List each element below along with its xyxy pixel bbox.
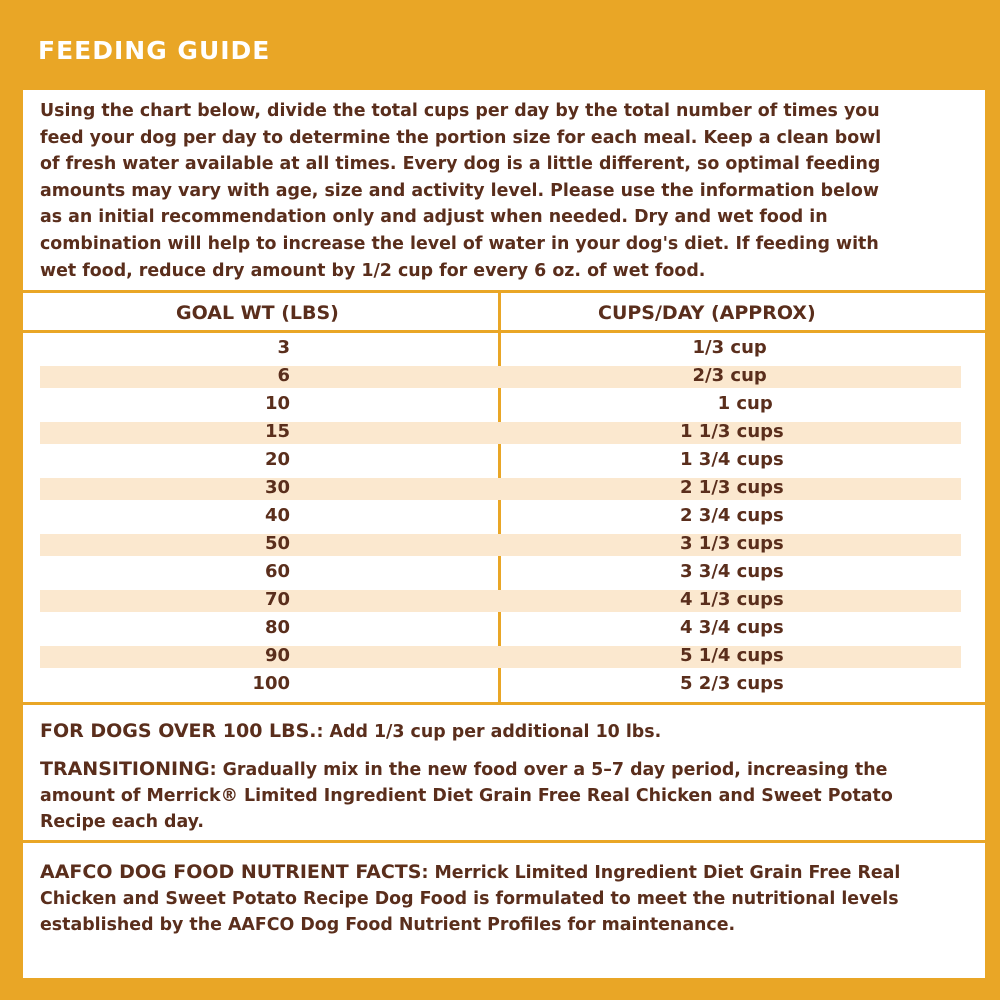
table-row	[40, 338, 961, 360]
intro-paragraph	[40, 98, 975, 284]
cups-per-day-cell: 5 2/3 cups	[680, 673, 784, 694]
table-row	[40, 478, 961, 500]
cups-per-day-cell: 1 cup	[680, 393, 773, 414]
page-title: FEEDING GUIDE	[38, 36, 271, 65]
table-row	[40, 506, 961, 528]
cups-per-day-cell: 2 1/3 cups	[680, 477, 784, 498]
intro-line: wet food, reduce dry amount by 1/2 cup for every 6 oz. of wet food.	[40, 260, 706, 281]
over-100-text: : Add 1/3 cup per additional 10 lbs.	[316, 722, 662, 742]
table-row	[40, 618, 961, 640]
cups-per-day-cell: 3 3/4 cups	[680, 561, 784, 582]
intro-line: as an initial recommendation only and adjust when needed. Dry and wet food in	[40, 207, 828, 228]
table-top-divider	[23, 290, 985, 293]
cups-per-day-cell: 3 1/3 cups	[680, 533, 784, 554]
goal-weight-cell: 3	[277, 337, 290, 358]
intro-line: combination will help to increase the level of water in your dog's diet. If feeding with	[40, 233, 879, 254]
cups-per-day-cell: 1 1/3 cups	[680, 421, 784, 442]
goal-weight-cell: 90	[264, 645, 290, 666]
cups-per-day-cell: 4 3/4 cups	[680, 617, 784, 638]
transitioning-note	[40, 756, 920, 835]
table-header-divider	[23, 330, 985, 333]
goal-weight-cell: 70	[264, 589, 290, 610]
aafco-note	[40, 859, 980, 938]
table-row	[40, 562, 961, 584]
table-bottom-divider	[23, 702, 985, 705]
cups-per-day-cell: 2/3 cup	[680, 365, 767, 386]
goal-weight-cell: 20	[264, 449, 290, 470]
goal-weight-cell: 60	[264, 561, 290, 582]
table-row	[40, 450, 961, 472]
goal-weight-cell: 80	[264, 617, 290, 638]
content-panel	[23, 90, 985, 978]
transitioning-label: TRANSITIONING	[40, 758, 210, 780]
table-row	[40, 646, 961, 668]
goal-weight-cell: 40	[264, 505, 290, 526]
cups-per-day-cell: 1/3 cup	[680, 337, 767, 358]
over-100-label: FOR DOGS OVER 100 LBS.	[40, 720, 317, 742]
table-row	[40, 394, 961, 416]
aafco-text: : Merrick Limited Ingredient Diet Grain Free Real Chicken and Sweet Potato Recipe Dog Food is formulated to meet the nutritional levels established by the AAFCO Dog Food Nutrient Profiles for maintenance.	[40, 863, 901, 935]
cups-per-day-cell: 1 3/4 cups	[680, 449, 784, 470]
column-header-weight: GOAL WT (LBS)	[176, 302, 339, 324]
aafco-label: AAFCO DOG FOOD NUTRIENT FACTS	[40, 861, 422, 883]
goal-weight-cell: 15	[264, 421, 290, 442]
goal-weight-cell: 6	[277, 365, 290, 386]
cups-per-day-cell: 2 3/4 cups	[680, 505, 784, 526]
goal-weight-cell: 30	[264, 477, 290, 498]
goal-weight-cell: 100	[252, 673, 290, 694]
over-100-note	[40, 718, 975, 745]
intro-line: feed your dog per day to determine the portion size for each meal. Keep a clean bowl	[40, 127, 882, 148]
goal-weight-cell: 10	[264, 393, 290, 414]
aafco-divider	[23, 840, 985, 843]
transitioning-text: : Gradually mix in the new food over a 5–7 day period, increasing the amount of Merrick® Limited Ingredient Diet Grain Free Real Chicken and Sweet Potato Recipe each day.	[40, 760, 893, 832]
column-header-cups: CUPS/DAY (APPROX)	[598, 302, 816, 324]
intro-line: amounts may vary with age, size and activity level. Please use the information below	[40, 180, 879, 201]
cups-per-day-cell: 4 1/3 cups	[680, 589, 784, 610]
table-row	[40, 674, 961, 696]
table-row	[40, 366, 961, 388]
table-row	[40, 590, 961, 612]
cups-per-day-cell: 5 1/4 cups	[680, 645, 784, 666]
table-row	[40, 534, 961, 556]
table-row	[40, 422, 961, 444]
goal-weight-cell: 50	[264, 533, 290, 554]
intro-line: of fresh water available at all times. Every dog is a little different, so optimal feeding	[40, 154, 881, 175]
intro-line: Using the chart below, divide the total cups per day by the total number of times you	[40, 101, 880, 121]
